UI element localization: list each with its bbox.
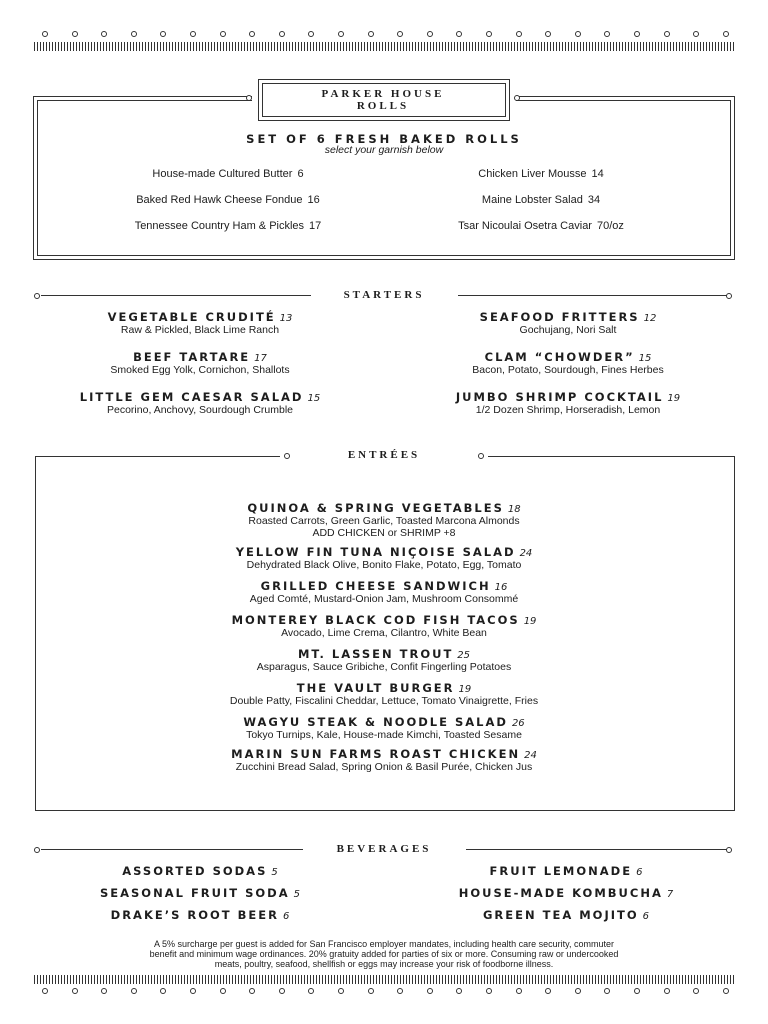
ornament-dot: [516, 988, 522, 994]
ornament-dot: [101, 988, 107, 994]
beverage-name: DRAKE’S ROOT BEER: [110, 908, 279, 922]
ornament-dot: [693, 31, 699, 37]
entree-price: 19: [458, 684, 472, 695]
garnish-price: 17: [309, 220, 322, 232]
starter-price: 17: [254, 353, 267, 364]
entree-name-text: THE VAULT BURGER: [296, 681, 455, 695]
entrees-header: [280, 449, 488, 463]
entree-desc: Tokyo Turnips, Kale, House-made Kimchi, Toasted Sesame: [246, 729, 522, 741]
ornament-dot: [279, 988, 285, 994]
garnish-label: Baked Red Hawk Cheese Fondue: [136, 194, 303, 206]
garnish-item: [58, 220, 398, 232]
footer-note: [20, 939, 748, 969]
entree-name-text: MONTEREY BLACK COD FISH TACOS: [231, 613, 520, 627]
ornament-dot: [338, 31, 344, 37]
entree-desc: Dehydrated Black Olive, Bonito Flake, Potato, Egg, Tomato: [246, 559, 522, 571]
top-border: [34, 30, 734, 54]
ornament-dot: [131, 31, 137, 37]
ornament-dot: [160, 988, 166, 994]
starter-item: [388, 390, 748, 416]
entree-price: 26: [511, 718, 525, 729]
beverage-item: [20, 908, 380, 922]
entree-name-text: QUINOA & SPRING VEGETABLES: [247, 501, 504, 515]
beverages-header: [34, 843, 734, 857]
entree-name: [0, 747, 768, 761]
starter-item: [20, 350, 380, 376]
ornament-dot: [575, 988, 581, 994]
starter-desc: Smoked Egg Yolk, Cornichon, Shallots: [110, 364, 290, 376]
entree-desc: Avocado, Lime Crema, Cilantro, White Bean: [281, 627, 487, 639]
beverage-name: SEASONAL FRUIT SODA: [99, 886, 290, 900]
ornament-dot: [427, 988, 433, 994]
starter-price: 15: [638, 353, 652, 364]
starter-name-text: SEAFOOD FRITTERS: [479, 310, 640, 324]
garnish-price: 6: [297, 168, 304, 180]
entree-price: 19: [523, 616, 537, 627]
beverage-item: [20, 886, 380, 900]
entree-price: 25: [457, 650, 471, 661]
starters-header: [34, 289, 734, 303]
ornament-dot: [131, 988, 137, 994]
ornament-dot: [397, 988, 403, 994]
starter-desc: 1/2 Dozen Shrimp, Horseradish, Lemon: [475, 404, 661, 416]
entree-desc: Double Patty, Fiscalini Cheddar, Lettuce, Tomato Vinaigrette, Fries: [229, 695, 539, 707]
entrees-title: ENTRÉES: [347, 449, 421, 461]
garnish-item: [371, 220, 711, 232]
starter-name: [388, 310, 748, 324]
entree-name-text: WAGYU STEAK & NOODLE SALAD: [243, 715, 508, 729]
garnish-label: Tsar Nicoulai Osetra Caviar: [458, 220, 592, 232]
bottom-border: [34, 975, 734, 999]
starter-price: 12: [643, 313, 657, 324]
garnish-label: Tennessee Country Ham & Pickles: [134, 220, 305, 232]
entree-item: [0, 747, 768, 773]
beverage-price: 6: [636, 867, 643, 878]
garnish-price: 14: [591, 168, 604, 180]
ornament-dot: [368, 31, 374, 37]
beverage-price: 5: [271, 867, 278, 878]
garnish-price: 34: [587, 194, 601, 206]
ornament-dot: [634, 988, 640, 994]
garnish-label: Maine Lobster Salad: [481, 194, 583, 206]
ornament-dot: [693, 988, 699, 994]
entree-name-text: YELLOW FIN TUNA NIÇOISE SALAD: [235, 545, 516, 559]
rolls-headline: SET OF 6 FRESH BAKED ROLLS: [246, 132, 522, 146]
garnish-label: Chicken Liver Mousse: [478, 168, 587, 180]
starter-name: [388, 350, 748, 364]
entree-item: [0, 715, 768, 741]
garnish-item: [371, 168, 711, 180]
rolls-title-line1: PARKER HOUSE: [321, 88, 445, 100]
starter-item: [20, 390, 380, 416]
starter-price: 15: [307, 393, 321, 404]
entree-name-text: GRILLED CHEESE SANDWICH: [260, 579, 491, 593]
footer-line-3: meats, poultry, seafood, shellfish or eggs may increase your risk of foodborne illness.: [214, 959, 554, 969]
beverage-item: [386, 908, 746, 922]
entree-name: [0, 613, 768, 627]
starter-item: [388, 310, 748, 336]
starter-desc: Bacon, Potato, Sourdough, Fines Herbes: [472, 364, 664, 376]
beverage-name: ASSORTED SODAS: [122, 864, 268, 878]
entree-name-text: MARIN SUN FARMS ROAST CHICKEN: [231, 747, 521, 761]
beverage-price: 7: [666, 889, 674, 900]
starter-desc: Raw & Pickled, Black Lime Ranch: [120, 324, 280, 336]
footer-line-2: benefit and minimum wage ordinances. 20% gratuity added for parties of six or more. Consuming raw or undercooked: [149, 949, 619, 959]
garnish-item: [58, 168, 398, 180]
ornament-dot: [723, 31, 729, 37]
starter-price: 13: [279, 313, 293, 324]
entree-name: [0, 647, 768, 661]
entree-name-text: MT. LASSEN TROUT: [297, 647, 454, 661]
beverage-name: HOUSE-MADE KOMBUCHA: [458, 886, 663, 900]
ornament-dot: [486, 31, 492, 37]
entree-desc-extra: ADD CHICKEN or SHRIMP +8: [312, 527, 456, 539]
beverage-item: [386, 864, 746, 878]
ornament-dot: [723, 988, 729, 994]
ornament-dot: [545, 988, 551, 994]
garnish-label: House-made Cultured Butter: [152, 168, 293, 180]
beverage-price: 6: [642, 911, 649, 922]
entree-item: [0, 501, 768, 539]
beverage-price: 6: [282, 911, 290, 922]
ornament-dot: [160, 31, 166, 37]
ornament-dot: [664, 988, 670, 994]
ornament-dot: [427, 31, 433, 37]
ornament-dot: [664, 31, 670, 37]
ornament-dot: [575, 31, 581, 37]
ornament-dot: [486, 988, 492, 994]
starter-price: 19: [667, 393, 681, 404]
ornament-dot: [397, 31, 403, 37]
starter-name: [20, 390, 380, 404]
entree-price: 24: [519, 548, 533, 559]
ornament-dot: [456, 988, 462, 994]
ornament-dot: [220, 31, 226, 37]
beverages-title: BEVERAGES: [336, 843, 432, 855]
entree-item: [0, 545, 768, 571]
entree-name: [0, 545, 768, 559]
starters-title: STARTERS: [343, 289, 425, 301]
starter-desc: Gochujang, Nori Salt: [519, 324, 617, 336]
entree-item: [0, 613, 768, 639]
ornament-dot: [249, 988, 255, 994]
starter-item: [388, 350, 748, 376]
entree-price: 16: [494, 582, 508, 593]
ornament-dot: [368, 988, 374, 994]
ornament-dot: [72, 988, 78, 994]
bottom-tick-rule: [34, 975, 734, 984]
ornament-dot: [604, 31, 610, 37]
ornament-dot: [338, 988, 344, 994]
entree-item: [0, 647, 768, 673]
entree-name: [0, 681, 768, 695]
starter-name-text: VEGETABLE CRUDITÉ: [107, 310, 276, 324]
starter-name-text: LITTLE GEM CAESAR SALAD: [79, 390, 304, 404]
top-tick-rule: [34, 42, 734, 51]
rolls-title-line2: ROLLS: [356, 100, 410, 112]
ornament-dot: [634, 31, 640, 37]
ornament-dot: [101, 31, 107, 37]
entree-desc: Asparagus, Sauce Gribiche, Confit Fingerling Potatoes: [256, 661, 512, 673]
entree-desc: Aged Comté, Mustard-Onion Jam, Mushroom Consommé: [249, 593, 519, 605]
ornament-dot: [249, 31, 255, 37]
beverage-item: [20, 864, 380, 878]
top-dot-row: [34, 30, 734, 38]
beverage-item: [386, 886, 746, 900]
entree-name: [0, 501, 768, 515]
entree-item: [0, 579, 768, 605]
beverage-name: GREEN TEA MOJITO: [482, 908, 639, 922]
ornament-dot: [516, 31, 522, 37]
garnish-price: 16: [307, 194, 320, 206]
ornament-dot: [72, 31, 78, 37]
ornament-dot: [604, 988, 610, 994]
starter-desc: Pecorino, Anchovy, Sourdough Crumble: [107, 404, 293, 416]
starter-name-text: JUMBO SHRIMP COCKTAIL: [455, 390, 664, 404]
entree-item: [0, 681, 768, 707]
starter-name-text: BEEF TARTARE: [133, 350, 251, 364]
ornament-dot: [190, 988, 196, 994]
entree-desc: Zucchini Bread Salad, Spring Onion & Basil Purée, Chicken Jus: [235, 761, 533, 773]
rolls-subline: select your garnish below: [324, 144, 444, 156]
entree-price: 24: [524, 750, 537, 761]
ornament-dot: [308, 988, 314, 994]
bottom-dot-row: [34, 987, 734, 995]
ornament-dot: [42, 31, 48, 37]
starter-name: [20, 350, 380, 364]
entree-price: 18: [507, 504, 521, 515]
beverage-price: 5: [293, 889, 300, 900]
garnish-item: [371, 194, 711, 206]
starter-item: [20, 310, 380, 336]
ornament-dot: [220, 988, 226, 994]
ornament-dot: [456, 31, 462, 37]
entree-name: [0, 715, 768, 729]
ornament-dot: [190, 31, 196, 37]
beverage-name: FRUIT LEMONADE: [489, 864, 633, 878]
entree-name: [0, 579, 768, 593]
footer-line-1: A 5% surcharge per guest is added for San Francisco employer mandates, including health care security, commuter: [153, 939, 615, 949]
ornament-dot: [279, 31, 285, 37]
ornament-dot: [545, 31, 551, 37]
rolls-title-tab: [252, 79, 516, 121]
garnish-price: 70/oz: [596, 220, 624, 232]
starter-name: [20, 310, 380, 324]
starter-name: [388, 390, 748, 404]
entree-desc: Roasted Carrots, Green Garlic, Toasted Marcona Almonds: [248, 515, 520, 527]
starter-name-text: CLAM “CHOWDER”: [484, 350, 635, 364]
ornament-dot: [42, 988, 48, 994]
garnish-item: [58, 194, 398, 206]
ornament-dot: [308, 31, 314, 37]
